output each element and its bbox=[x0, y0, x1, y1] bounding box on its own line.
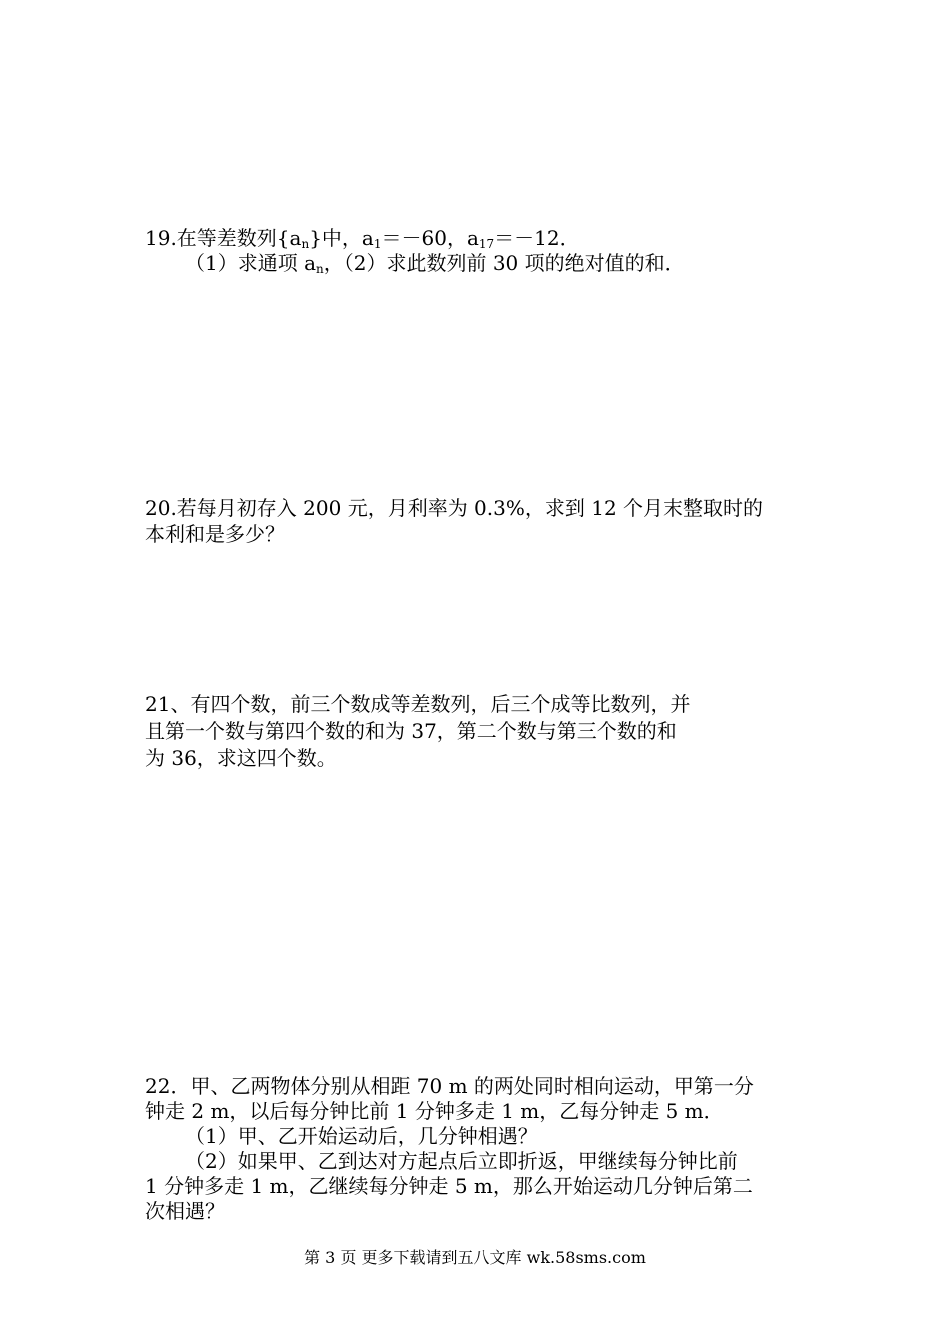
page-footer: 第 3 页 更多下载请到五八文库 wk.58sms.com bbox=[304, 1248, 646, 1267]
q19-subscript-n: n bbox=[301, 237, 310, 251]
q22-line-3: （1）甲、乙开始运动后，几分钟相遇？ bbox=[185, 1124, 538, 1148]
q19-part-subscript-n: n bbox=[316, 262, 324, 276]
q22-line-6: 次相遇？ bbox=[145, 1199, 225, 1223]
q19-line-1 bbox=[145, 225, 580, 251]
q22-line-4: （2）如果甲、乙到达对方起点后立即折返，甲继续每分钟比前 bbox=[185, 1149, 738, 1173]
q19-text-d: ＝－12． bbox=[494, 226, 580, 250]
q21-line-2: 且第一个数与第四个数的和为 37，第二个数与第三个数的和 bbox=[145, 719, 677, 743]
q19-line-2 bbox=[185, 250, 685, 276]
q19-text-b: }中，a bbox=[309, 226, 374, 250]
q19-text-c: ＝－60，a bbox=[381, 226, 479, 250]
q21-line-1: 21、有四个数，前三个数成等差数列，后三个成等比数列，并 bbox=[145, 692, 691, 716]
q19-part-text-a: （1）求通项 a bbox=[185, 251, 317, 275]
q19-subscript-1: 1 bbox=[373, 237, 382, 251]
q22-line-5: 1 分钟多走 1 m，乙继续每分钟走 5 m，那么开始运动几分钟后第二 bbox=[145, 1174, 753, 1198]
q22-line-1: 22．甲、乙两物体分别从相距 70 m 的两处同时相向运动，甲第一分 bbox=[145, 1074, 754, 1098]
q19-subscript-17: 17 bbox=[478, 237, 495, 251]
q22-line-2: 钟走 2 m，以后每分钟比前 1 分钟多走 1 m，乙每分钟走 5 m． bbox=[145, 1099, 724, 1123]
q20-line-1: 20.若每月初存入 200 元，月利率为 0.3%，求到 12 个月末整取时的 bbox=[145, 496, 764, 520]
q21-line-3: 为 36，求这四个数。 bbox=[145, 746, 337, 770]
q19-text-a: 19.在等差数列{a bbox=[145, 226, 302, 250]
q20-line-2: 本利和是多少？ bbox=[145, 522, 285, 546]
q19-part-text-b: ，（2）求此数列前 30 项的绝对值的和． bbox=[323, 251, 685, 275]
